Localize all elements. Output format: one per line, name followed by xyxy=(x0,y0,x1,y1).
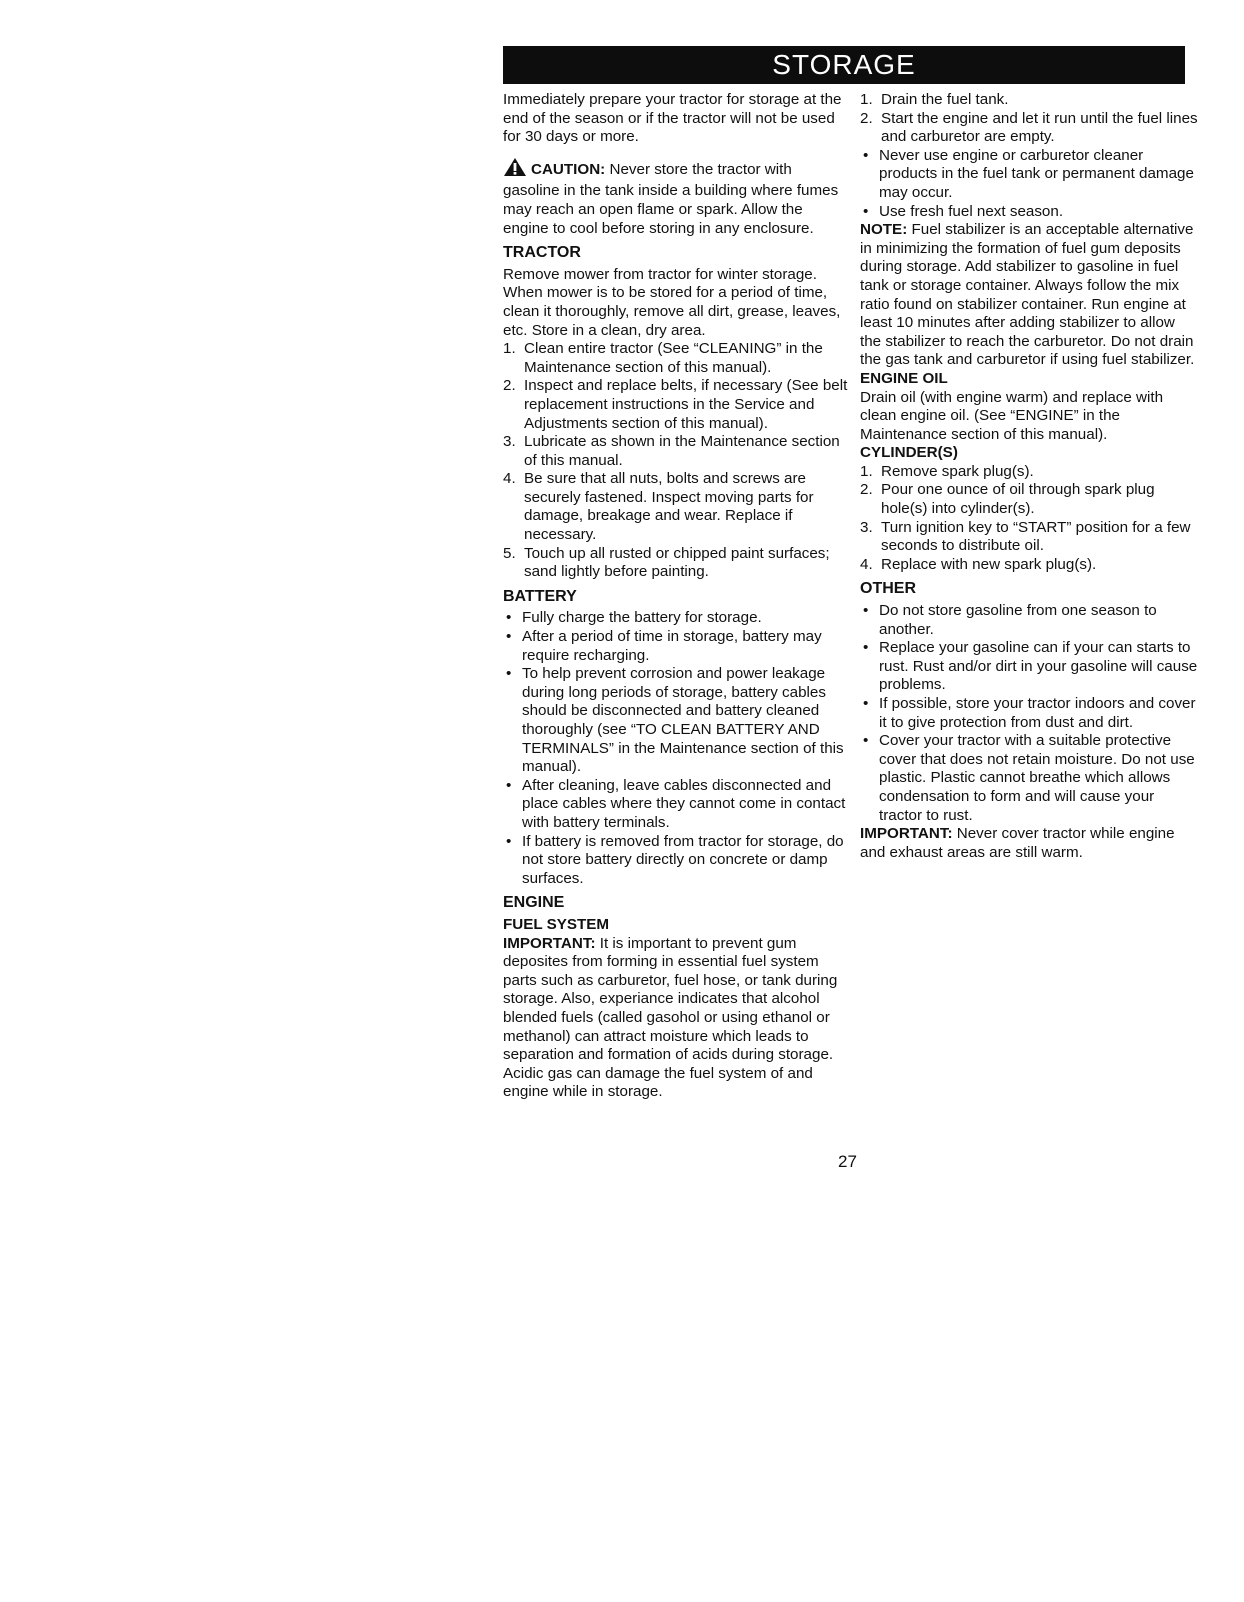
cylinders-steps xyxy=(860,463,1200,575)
caution-paragraph xyxy=(503,157,851,238)
step-text: Start the engine and let it run until the fuel lines and carburetor are empty. xyxy=(881,109,1198,146)
other-important-paragraph xyxy=(860,825,1200,862)
fuel-note-paragraph xyxy=(860,221,1200,370)
fuel-bullets xyxy=(860,147,1200,221)
important-text: It is important to prevent gum deposites from forming in essential fuel system parts such as carburetor, fuel hose, or tank during storage. Also, experiance indicates that alcohol blended fuels (called gasohol or using ethanol or methanol) can attract moisture which leads to separation and formation of acids during storage. Acidic gas can damage the fuel system of and engine while in storage. xyxy=(503,934,838,1101)
list-item xyxy=(860,91,1200,110)
step-text: Be sure that all nuts, bolts and screws are securely fastened. Inspect moving parts for damage, breakage and wear. Replace if necessary. xyxy=(524,470,814,544)
fuel-important-paragraph xyxy=(503,935,851,1102)
note-label: NOTE: xyxy=(860,221,908,239)
bullet-text: If battery is removed from tractor for storage, do not store battery directly on concrete or damp surfaces. xyxy=(522,832,844,887)
step-text: Turn ignition key to “START” position for a few seconds to distribute oil. xyxy=(881,518,1191,555)
list-item xyxy=(860,463,1200,482)
engine-heading: ENGINE xyxy=(503,894,565,912)
step-text: Inspect and replace belts, if necessary (See belt replacement instructions in the Service and Adjustments section of this manual). xyxy=(524,377,848,432)
list-item xyxy=(860,203,1200,222)
battery-heading: BATTERY xyxy=(503,587,577,605)
fuel-steps xyxy=(860,91,1200,147)
list-item xyxy=(503,545,851,582)
list-item xyxy=(503,340,851,377)
bullet-text: Replace your gasoline can if your can starts to rust. Rust and/or dirt in your gasoline will cause problems. xyxy=(879,639,1198,694)
step-number: 2. xyxy=(860,481,873,499)
intro-paragraph: Immediately prepare your tractor for storage at the end of the season or if the tractor will not be used for 30 days or more. xyxy=(503,91,842,146)
bullet-text: After cleaning, leave cables disconnected and place cables where they cannot come in contact with battery terminals. xyxy=(522,776,846,831)
list-item xyxy=(503,628,851,665)
page-number: 27 xyxy=(838,1152,857,1171)
battery-bullets xyxy=(503,609,851,888)
step-number: 1. xyxy=(860,462,873,480)
list-item xyxy=(503,777,851,833)
bullet-icon: • xyxy=(863,202,869,220)
step-number: 5. xyxy=(503,544,516,562)
bullet-text: After a period of time in storage, battery may require recharging. xyxy=(522,628,822,664)
bullet-icon: • xyxy=(863,146,869,164)
bullet-icon: • xyxy=(863,695,869,712)
step-text: Replace with new spark plug(s). xyxy=(881,555,1097,573)
step-text: Lubricate as shown in the Maintenance section of this manual. xyxy=(524,433,840,469)
caution-label: CAUTION: xyxy=(531,160,606,178)
bullet-text: Use fresh fuel next season. xyxy=(879,202,1064,220)
step-text: Touch up all rusted or chipped paint surfaces; sand lightly before painting. xyxy=(524,544,830,581)
step-number: 2. xyxy=(860,109,873,127)
fuel-system-heading: FUEL SYSTEM xyxy=(503,915,610,933)
important-label: IMPORTANT: xyxy=(503,934,596,952)
step-number: 4. xyxy=(860,555,873,573)
step-number: 2. xyxy=(503,377,516,395)
list-item xyxy=(860,639,1200,695)
right-column xyxy=(860,91,1200,862)
bullet-icon: • xyxy=(506,665,512,683)
bullet-icon: • xyxy=(863,639,869,657)
step-number: 3. xyxy=(503,433,516,451)
left-column xyxy=(503,91,851,1102)
list-item xyxy=(503,665,851,777)
list-item xyxy=(860,602,1200,639)
list-item xyxy=(503,833,851,889)
section-header-bar xyxy=(503,46,1185,84)
section-title: STORAGE xyxy=(772,49,916,80)
step-text: Pour one ounce of oil through spark plug hole(s) into cylinder(s). xyxy=(881,481,1155,518)
bullet-icon: • xyxy=(863,732,869,750)
bullet-text: Never use engine or carburetor cleaner products in the fuel tank or permanent damage may occur. xyxy=(879,146,1194,201)
step-number: 4. xyxy=(503,470,516,488)
other-heading: OTHER xyxy=(860,580,916,598)
caution-text: Never store the tractor with gasoline in the tank inside a building where fumes may reach an open flame or spark. Allow the engine to cool before storing in any enclosure. xyxy=(503,160,839,237)
cylinders-heading: CYLINDER(S) xyxy=(860,444,958,462)
step-text: Clean entire tractor (See “CLEANING” in the Maintenance section of this manual). xyxy=(524,340,823,376)
step-text: Drain the fuel tank. xyxy=(881,91,1009,108)
list-item xyxy=(860,519,1200,556)
bullet-icon: • xyxy=(506,776,512,794)
list-item xyxy=(503,377,851,433)
bullet-icon: • xyxy=(506,832,512,850)
bullet-text: To help prevent corrosion and power leakage during long periods of storage, battery cables should be disconnected and battery cleaned thoroughly (see “TO CLEAN BATTERY AND TERMINALS” in the Maintenance section of this manual). xyxy=(522,665,844,776)
list-item xyxy=(503,470,851,544)
bullet-text: Fully charge the battery for storage. xyxy=(522,609,762,627)
bullet-text: If possible, store your tractor indoors and cover it to give protection from dust and dirt. xyxy=(879,695,1196,731)
note-text: Fuel stabilizer is an acceptable alternative in minimizing the formation of fuel gum deposits during storage. Add stabilizer to gasoline in fuel tank or storage container. Always follow the mix ratio found on stabilizer container. Run engine at least 10 minutes after adding stabilizer to allow the stabilizer to reach the carburetor. Do not drain the gas tank and carburetor if using fuel stabilizer. xyxy=(860,221,1195,369)
bullet-icon: • xyxy=(506,628,512,646)
tractor-intro: Remove mower from tractor for winter storage. When mower is to be stored for a period of time, clean it thoroughly, remove all dirt, grease, leaves, etc. Store in a clean, dry area. xyxy=(503,265,841,339)
step-number: 1. xyxy=(860,91,873,108)
step-number: 1. xyxy=(503,340,516,358)
list-item xyxy=(860,147,1200,203)
other-bullets xyxy=(860,602,1200,825)
tractor-steps xyxy=(503,340,851,582)
list-item xyxy=(860,556,1200,575)
engine-oil-heading: ENGINE OIL xyxy=(860,369,948,387)
list-item xyxy=(860,110,1200,147)
list-item xyxy=(860,732,1200,825)
engine-oil-paragraph: Drain oil (with engine warm) and replace with clean engine oil. (See “ENGINE” in the Maintenance section of this manual). xyxy=(860,388,1164,443)
bullet-icon: • xyxy=(863,602,869,620)
important-label: IMPORTANT: xyxy=(860,825,953,843)
tractor-heading: TRACTOR xyxy=(503,244,581,262)
bullet-text: Cover your tractor with a suitable protective cover that does not retain moisture. Do not use plastic. Plastic cannot breathe which allows condensation to form and will cause your tractor to rust. xyxy=(879,732,1195,824)
important-text: Never cover tractor while engine and exhaust areas are still warm. xyxy=(860,825,1175,861)
bullet-text: Do not store gasoline from one season to another. xyxy=(879,602,1157,638)
list-item xyxy=(860,481,1200,518)
bullet-icon: • xyxy=(506,609,512,627)
list-item xyxy=(860,695,1200,732)
step-text: Remove spark plug(s). xyxy=(881,462,1034,480)
list-item xyxy=(503,609,851,628)
list-item xyxy=(503,433,851,470)
step-number: 3. xyxy=(860,518,873,536)
warning-triangle-icon xyxy=(503,157,527,183)
